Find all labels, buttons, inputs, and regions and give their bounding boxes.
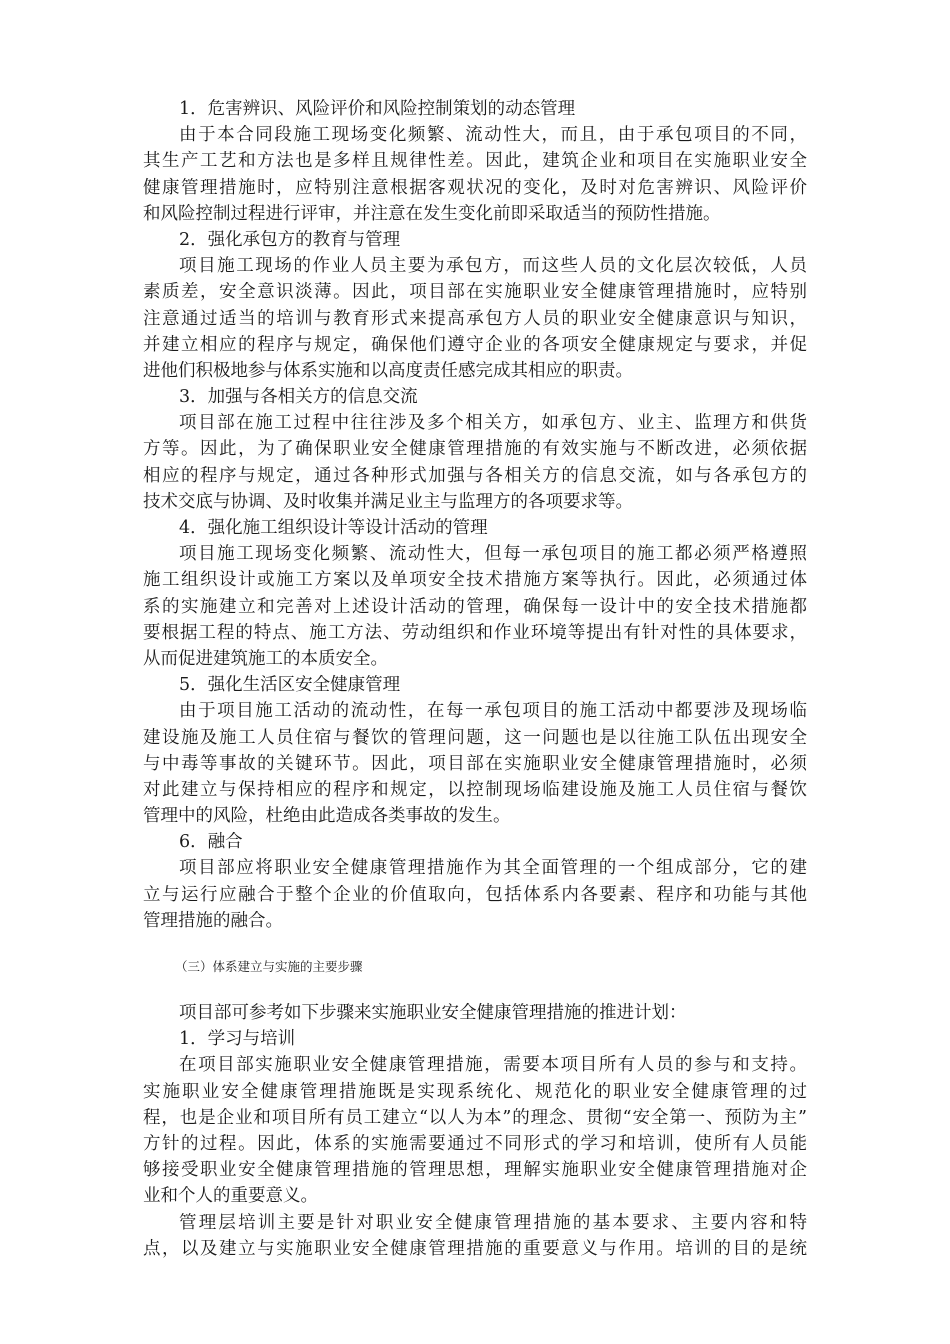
paragraph-line: 健康管理措施时，应特别注意根据客观状况的变化，及时对危害辨识、风险评价 — [143, 177, 807, 198]
paragraph-line: 管理层培训主要是针对职业安全健康管理措施的基本要求、主要内容和特 — [179, 1212, 807, 1233]
section-heading: 2．强化承包方的教育与管理 — [179, 229, 401, 250]
paragraph-line: 对此建立与保持相应的程序和规定，以控制现场临建设施及施工人员住宿与餐饮 — [143, 779, 807, 800]
paragraph-line: 相应的程序与规定，通过各种形式加强与各相关方的信息交流，如与各承包方的 — [143, 465, 807, 486]
spacer — [143, 980, 807, 1000]
paragraph-line: 管理措施的融合。 — [143, 910, 283, 931]
paragraph-line: 项目施工现场的作业人员主要为承包方，而这些人员的文化层次较低，人员 — [179, 256, 807, 277]
section-heading: 1．学习与培训 — [179, 1029, 296, 1050]
section-heading: 3．加强与各相关方的信息交流 — [179, 387, 418, 408]
paragraph-line: 从而促进建筑施工的本质安全。 — [143, 648, 388, 669]
paragraph-line: 和风险控制过程进行评审，并注意在发生变化前即采取适当的预防性措施。 — [143, 203, 721, 224]
paragraph-line: 方等。因此，为了确保职业安全健康管理措施的有效实施与不断改进，必须依据 — [143, 439, 807, 460]
paragraph-line: 业和个人的重要意义。 — [143, 1186, 318, 1207]
paragraph-line: 项目施工现场变化频繁、流动性大，但每一承包项目的施工都必须严格遵照 — [179, 544, 807, 565]
paragraph-line: 与中毒等事故的关键环节。因此，项目部在实施职业安全健康管理措施时，必须 — [143, 753, 807, 774]
paragraph-line: 其生产工艺和方法也是多样且规律性差。因此，建筑企业和项目在实施职业安全 — [143, 151, 807, 172]
paragraph-line: 技术交底与协调、及时收集并满足业主与监理方的各项要求等。 — [143, 491, 633, 512]
paragraph-line: 系的实施建立和完善对上述设计活动的管理，确保每一设计中的安全技术措施都 — [143, 596, 807, 617]
paragraph-line: 够接受职业安全健康管理措施的管理思想，理解实施职业安全健康管理措施对企 — [143, 1160, 807, 1181]
section-heading: 5．强化生活区安全健康管理 — [179, 675, 401, 696]
paragraph-line: 点，以及建立与实施职业安全健康管理措施的重要意义与作用。培训的目的是统 — [143, 1238, 807, 1259]
spacer — [143, 934, 807, 954]
paragraph-line: 程，也是企业和项目所有员工建立“以人为本”的理念、贯彻“安全第一、预防为主” — [143, 1107, 807, 1128]
paragraph-line: 施工组织设计或施工方案以及单项安全技术措施方案等执行。因此，必须通过体 — [143, 570, 807, 591]
paragraph-line: 由于项目施工活动的流动性，在每一承包项目的施工活动中都要涉及现场临 — [179, 701, 807, 722]
paragraph-line: 并建立相应的程序与规定，确保他们遵守企业的各项安全健康规定与要求，并促 — [143, 334, 807, 355]
paragraph-line: 建设施及施工人员住宿与餐饮的管理问题，这一问题也是以往施工队伍出现安全 — [143, 727, 807, 748]
paragraph-line: 实施职业安全健康管理措施既是实现系统化、规范化的职业安全健康管理的过 — [143, 1081, 807, 1102]
paragraph-line: 项目部应将职业安全健康管理措施作为其全面管理的一个组成部分，它的建 — [179, 858, 807, 879]
paragraph-line: 方针的过程。因此，体系的实施需要通过不同形式的学习和培训，使所有人员能 — [143, 1133, 807, 1154]
document-page — [143, 96, 807, 1262]
paragraph-line: 注意通过适当的培训与教育形式来提高承包方人员的职业安全健康意识与知识， — [143, 308, 807, 329]
section-heading: 4．强化施工组织设计等设计活动的管理 — [179, 518, 488, 538]
section-heading: 6．融合 — [179, 832, 243, 853]
subsection-heading: （三）体系建立与实施的主要步骤 — [175, 959, 363, 974]
paragraph-line: 进他们积极地参与体系实施和以高度责任感完成其相应的职责。 — [143, 360, 633, 381]
intro-line: 项目部可参考如下步骤来实施职业安全健康管理措施的推进计划： — [179, 1003, 687, 1023]
paragraph-line: 要根据工程的特点、施工方法、劳动组织和作业环境等提出有针对性的具体要求， — [143, 622, 807, 643]
paragraph-line: 管理中的风险，杜绝由此造成各类事故的发生。 — [143, 806, 511, 827]
paragraph-line: 素质差，安全意识淡薄。因此，项目部在实施职业安全健康管理措施时，应特别 — [143, 282, 807, 303]
paragraph-line: 由于本合同段施工现场变化频繁、流动性大，而且，由于承包项目的不同， — [179, 125, 807, 146]
section-heading: 1．危害辨识、风险评价和风险控制策划的动态管理 — [179, 99, 576, 119]
paragraph-line: 项目部在施工过程中往往涉及多个相关方，如承包方、业主、监理方和供货 — [179, 413, 807, 434]
paragraph-line: 在项目部实施职业安全健康管理措施，需要本项目所有人员的参与和支持。 — [179, 1055, 807, 1076]
paragraph-line: 立与运行应融合于整个企业的价值取向，包括体系内各要素、程序和功能与其他 — [143, 884, 807, 905]
